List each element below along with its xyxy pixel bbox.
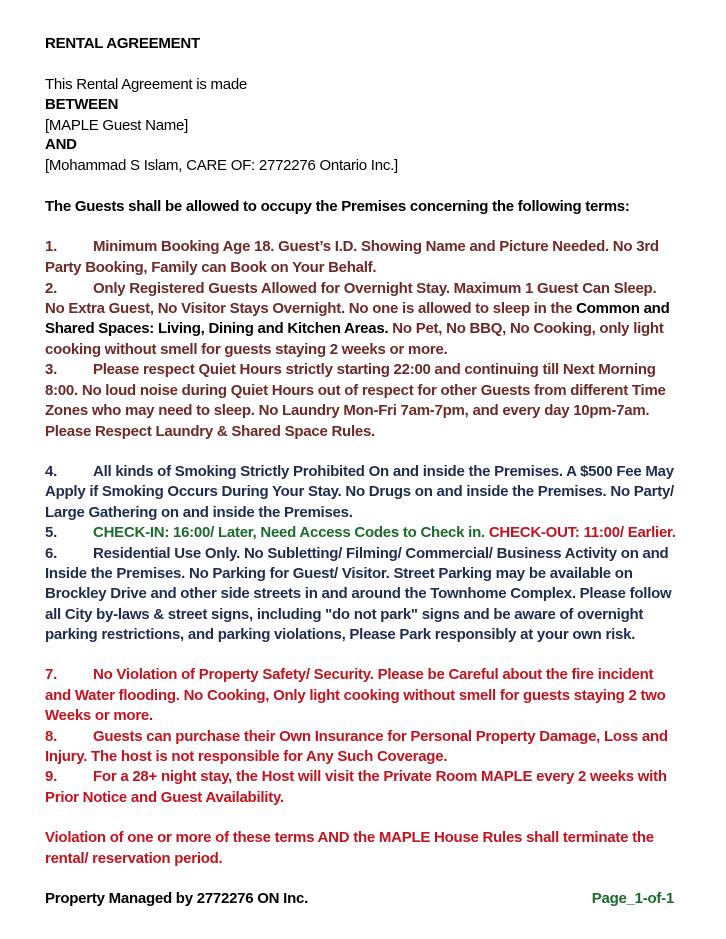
- term-text: No Violation of Property Safety/ Security. Please be Careful about the fire incident: [93, 666, 654, 683]
- check-out-text: CHECK-OUT: 11:00/ Earlier.: [484, 524, 676, 541]
- host-name: [Mohammad S Islam, CARE OF: 2772276 Ontario Inc.]: [45, 157, 398, 174]
- term-3-line-4: Please Respect Laundry & Shared Space Rules.: [45, 423, 375, 440]
- and-label: AND: [45, 136, 77, 153]
- term-6: [45, 544, 668, 564]
- between-label: BETWEEN: [45, 96, 119, 113]
- term-text: Residential Use Only. No Subletting/ Filming/ Commercial/ Business Activity on and: [93, 545, 669, 562]
- term-1-line-2: Party Booking, Family can Book on Your Behalf.: [45, 259, 377, 276]
- violation-clause: Violation of one or more of these terms AND the MAPLE House Rules shall terminate the: [45, 829, 654, 846]
- term-8: [45, 727, 668, 747]
- guest-name: [MAPLE Guest Name]: [45, 117, 189, 134]
- term-2-line-3: [45, 319, 664, 339]
- term-text: No Extra Guest, No Visitor Stays Overnight. No one is allowed to sleep in the: [45, 300, 577, 317]
- term-2: [45, 279, 656, 299]
- term-6-line-3: Brockley Drive and other side streets in and around the Townhome Complex. Please follow: [45, 585, 672, 602]
- term-9: [45, 767, 667, 787]
- term-4: [45, 462, 674, 482]
- term-number: 2.: [45, 280, 58, 297]
- footer-page-number: Page_1-of-1: [591, 890, 674, 907]
- document-title: RENTAL AGREEMENT: [45, 35, 200, 52]
- term-text: Minimum Booking Age 18. Guest’s I.D. Showing Name and Picture Needed. No 3rd: [93, 238, 659, 255]
- term-9-line-2: Prior Notice and Guest Availability.: [45, 789, 284, 806]
- term-number: 5.: [45, 524, 58, 541]
- term-4-line-3: Large Gathering on and inside the Premises.: [45, 504, 353, 521]
- term-text: For a 28+ night stay, the Host will visit the Private Room MAPLE every 2 weeks with: [93, 768, 667, 785]
- term-text: Only Registered Guests Allowed for Overnight Stay. Maximum 1 Guest Can Sleep.: [93, 280, 657, 297]
- term-6-line-2: Inside the Premises. No Parking for Guest/ Visitor. Street Parking may be available on: [45, 565, 633, 582]
- term-8-line-2: Injury. The host is not responsible for Any Such Coverage.: [45, 748, 448, 765]
- term-number: 4.: [45, 463, 58, 480]
- term-number: 3.: [45, 361, 58, 378]
- term-text: Guests can purchase their Own Insurance for Personal Property Damage, Loss and: [93, 728, 668, 745]
- term-number: 9.: [45, 768, 58, 785]
- term-4-line-2: Apply if Smoking Occurs During Your Stay. No Drugs on and inside the Premises. No Party/: [45, 483, 674, 500]
- term-3: [45, 360, 656, 380]
- term-text: Please respect Quiet Hours strictly starting 22:00 and continuing till Next Morning: [93, 361, 656, 378]
- intro-text: This Rental Agreement is made: [45, 76, 248, 93]
- term-7: [45, 665, 653, 685]
- term-2-line-2: [45, 299, 670, 319]
- violation-clause-line-2: rental/ reservation period.: [45, 850, 223, 867]
- term-2-line-4: cooking without smell for guests staying 2 weeks or more.: [45, 341, 448, 358]
- term-6-line-5: parking restrictions, and parking violations, Please Park responsibly at your own risk.: [45, 626, 636, 643]
- term-text: All kinds of Smoking Strictly Prohibited On and inside the Premises. A $500 Fee May: [93, 463, 674, 480]
- term-5: [45, 523, 676, 543]
- term-7-line-2: and Water flooding. No Cooking, Only light cooking without smell for guests staying 2 two: [45, 687, 666, 704]
- term-7-line-3: Weeks or more.: [45, 707, 153, 724]
- term-text: No Pet, No BBQ, No Cooking, only light: [388, 320, 664, 337]
- term-6-line-4: all City by-laws & street signs, including "do not park" signs and be aware of overnight: [45, 606, 644, 623]
- footer-managed-by: Property Managed by 2772276 ON Inc.: [45, 890, 309, 907]
- terms-heading: The Guests shall be allowed to occupy the Premises concerning the following terms:: [45, 198, 630, 215]
- term-text-highlight: Shared Spaces: Living, Dining and Kitchen Areas.: [45, 320, 389, 337]
- term-number: 1.: [45, 238, 58, 255]
- term-3-line-3: Zones who may need to sleep. No Laundry Mon-Fri 7am-7pm, and every day 10pm-7am.: [45, 402, 650, 419]
- term-number: 6.: [45, 545, 58, 562]
- term-number: 8.: [45, 728, 58, 745]
- term-number: 7.: [45, 666, 58, 683]
- term-text-highlight: Common and: [576, 300, 670, 317]
- term-3-line-2: 8:00. No loud noise during Quiet Hours out of respect for other Guests from different Time: [45, 382, 666, 399]
- term-1: [45, 237, 659, 257]
- check-in-text: CHECK-IN: 16:00/ Later, Need Access Codes to Check in.: [93, 524, 485, 541]
